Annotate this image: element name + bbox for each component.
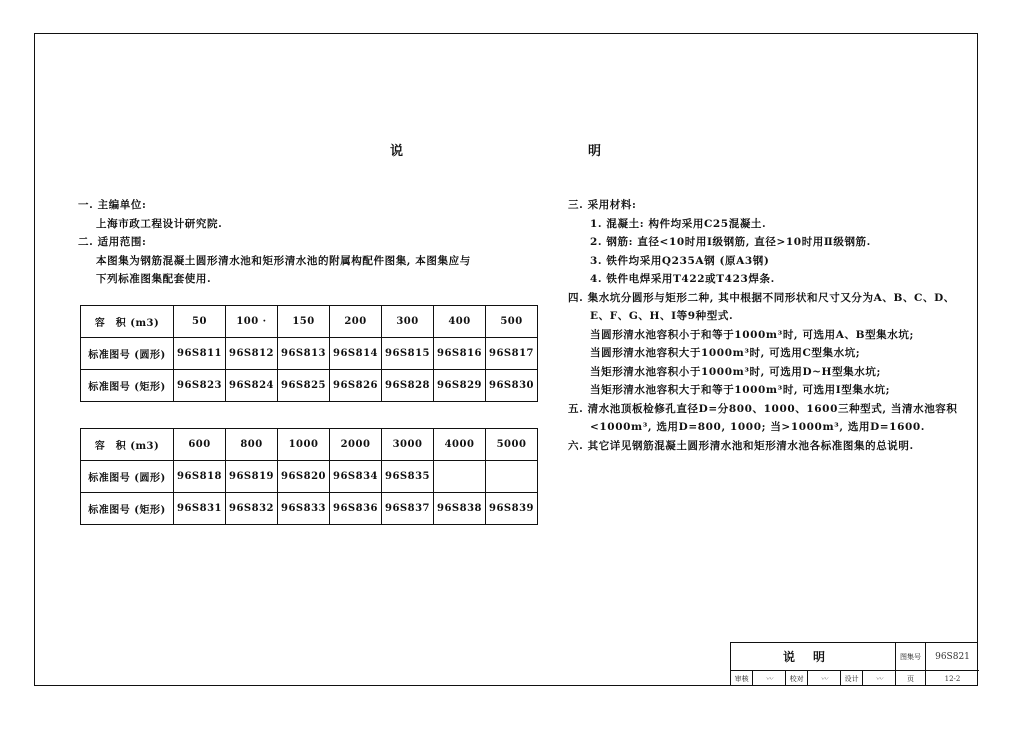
table-cell: 96S811 — [174, 338, 226, 370]
section-5-line-2: <1000m³, 选用D=800, 1000; 当>1000m³, 选用D=1600. — [590, 421, 926, 433]
section-4-line-2: E、F、G、H、I等9种型式. — [590, 310, 734, 322]
left-notes — [78, 196, 471, 289]
section-2-line-2: 下列标准图集配套使用. — [96, 273, 212, 285]
table-cell: 96S815 — [382, 338, 434, 370]
section-4-line-3: 当圆形清水池容积小于和等于1000m³时, 可选用A、B型集水坑; — [590, 328, 914, 341]
design-label: 设计 — [841, 671, 863, 686]
table-header: 容 积 (m3) — [81, 306, 174, 338]
table-cell: 96S829 — [434, 370, 486, 402]
right-notes — [568, 196, 958, 455]
table-cell: 96S833 — [278, 493, 330, 525]
table-cell: 96S828 — [382, 370, 434, 402]
table-cell: 96S813 — [278, 338, 330, 370]
table-cell: 400 — [434, 306, 486, 338]
table-header: 容 积 (m3) — [81, 429, 174, 461]
drawing-name: 说明 — [731, 643, 896, 671]
table-cell: 96S838 — [434, 493, 486, 525]
table-cell: 50 — [174, 306, 226, 338]
section-4-line-5: 当矩形清水池容积小于1000m³时, 可选用D~H型集水坑; — [590, 365, 881, 378]
material-item-4: 4. 铁件电焊采用T422或T423焊条. — [590, 273, 775, 285]
table-cell: 96S817 — [486, 338, 538, 370]
table-cell: 4000 — [434, 429, 486, 461]
design-signature: 〰 — [875, 674, 883, 683]
table-cell: 800 — [226, 429, 278, 461]
atlas-number-label: 图集号 — [896, 643, 926, 671]
reference-table-1 — [80, 305, 538, 402]
table-cell: 1000 — [278, 429, 330, 461]
section-2-heading: 二. 适用范围: — [78, 236, 147, 248]
table-row — [81, 461, 538, 493]
table-cell: 96S836 — [330, 493, 382, 525]
table-row — [81, 338, 538, 370]
review-signature: 〰 — [753, 671, 786, 686]
table-row — [81, 429, 538, 461]
table-cell: 96S816 — [434, 338, 486, 370]
table-row — [81, 493, 538, 525]
table-cell: 96S831 — [174, 493, 226, 525]
material-item-3: 3. 铁件均采用Q235A钢 (原A3钢) — [590, 254, 770, 267]
section-4-line-6: 当矩形清水池容积大于和等于1000m³时, 可选用Ⅰ型集水坑; — [590, 384, 891, 396]
table-cell: 200 — [330, 306, 382, 338]
review-label: 审核 — [731, 671, 753, 686]
table-cell: 96S825 — [278, 370, 330, 402]
page-title-left: 说 — [390, 144, 405, 159]
table-cell: 500 — [486, 306, 538, 338]
table-cell: 96S818 — [174, 461, 226, 493]
section-5-line-1: 五. 清水池顶板检修孔直径D=分800、1000、1600三种型式, 当清水池容积 — [568, 402, 958, 415]
page-number: 12-2 — [944, 674, 961, 683]
table-cell: 96S819 — [226, 461, 278, 493]
row-label: 标准图号 (矩形) — [81, 493, 174, 525]
table-row — [81, 370, 538, 402]
section-1-body: 上海市政工程设计研究院. — [96, 217, 223, 230]
table-cell: 96S820 — [278, 461, 330, 493]
table-cell: 5000 — [486, 429, 538, 461]
table-cell: 96S830 — [486, 370, 538, 402]
table-cell: 100 · — [226, 306, 278, 338]
material-item-1: 1. 混凝土: 构件均采用C25混凝土. — [590, 217, 767, 230]
section-6-line-1: 六. 其它详见钢筋混凝土圆形清水池和矩形清水池各标准图集的总说明. — [568, 439, 914, 452]
section-3-heading: 三. 采用材料: — [568, 199, 637, 211]
row-label: 标准图号 (圆形) — [81, 338, 174, 370]
section-4-line-4: 当圆形清水池容积大于1000m³时, 可选用C型集水坑; — [590, 347, 861, 359]
section-4-line-1: 四. 集水坑分圆形与矩形二种, 其中根据不同形状和尺寸又分为A、B、C、D、 — [568, 291, 955, 304]
atlas-number: 96S821 — [926, 643, 979, 671]
table-cell: 3000 — [382, 429, 434, 461]
table-cell: 96S826 — [330, 370, 382, 402]
table-cell: 96S823 — [174, 370, 226, 402]
page-title-right: 明 — [588, 144, 603, 159]
table-cell: 96S834 — [330, 461, 382, 493]
table-cell: 150 — [278, 306, 330, 338]
table-cell: 96S812 — [226, 338, 278, 370]
row-label: 标准图号 (圆形) — [81, 461, 174, 493]
row-label: 标准图号 (矩形) — [81, 370, 174, 402]
page-label: 页 — [896, 671, 926, 686]
table-cell: 600 — [174, 429, 226, 461]
reference-table-2 — [80, 428, 538, 525]
table-cell: 96S835 — [382, 461, 434, 493]
table-cell: 2000 — [330, 429, 382, 461]
table-cell: 96S832 — [226, 493, 278, 525]
table-cell — [486, 461, 538, 493]
section-1-heading: 一. 主编单位: — [78, 199, 147, 211]
check-signature: 〰 — [808, 671, 841, 686]
table-cell: 96S839 — [486, 493, 538, 525]
signature-row — [731, 671, 896, 686]
table-cell: 96S837 — [382, 493, 434, 525]
title-block — [730, 642, 978, 686]
section-2-line-1: 本图集为钢筋混凝土圆形清水池和矩形清水池的附属构配件图集, 本图集应与 — [96, 254, 471, 267]
table-cell: 96S814 — [330, 338, 382, 370]
table-cell — [434, 461, 486, 493]
table-cell: 300 — [382, 306, 434, 338]
table-row — [81, 306, 538, 338]
check-label: 校对 — [786, 671, 808, 686]
material-item-2: 2. 钢筋: 直径<10时用Ⅰ级钢筋, 直径>10时用Ⅱ级钢筋. — [590, 236, 871, 248]
table-cell: 96S824 — [226, 370, 278, 402]
